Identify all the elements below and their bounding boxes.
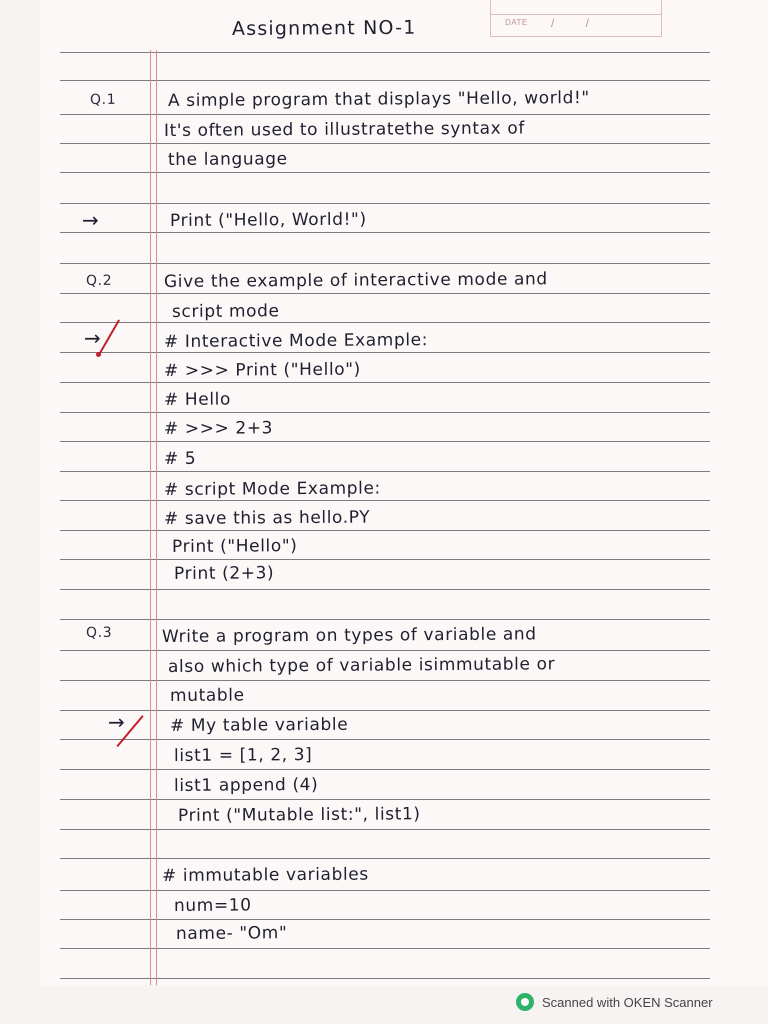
rule-line — [60, 948, 710, 949]
answer-line: # script Mode Example: — [163, 478, 381, 500]
answer-line: Print ("Hello") — [171, 536, 298, 557]
rule-line — [60, 441, 710, 442]
rule-line — [60, 530, 710, 531]
red-ink-dot — [96, 352, 101, 357]
rule-line — [60, 799, 710, 800]
rule-line — [60, 890, 710, 891]
rule-line — [60, 412, 710, 413]
rule-line — [60, 559, 710, 560]
rule-line — [60, 650, 710, 651]
scanner-watermark — [516, 992, 713, 1012]
rule-line — [60, 829, 710, 830]
rule-line — [60, 232, 710, 233]
answer-line: # immutable variables — [161, 864, 369, 886]
rule-line — [60, 858, 710, 859]
rule-line — [60, 352, 710, 353]
rule-line — [60, 769, 710, 770]
answer-line: list1 append (4) — [173, 774, 319, 796]
question-text-line: script mode — [171, 301, 280, 322]
rule-line — [60, 293, 710, 294]
rule-line — [60, 143, 710, 144]
question-number: Q.3 — [85, 624, 113, 641]
date-box-divider — [491, 14, 661, 15]
rule-line — [60, 471, 710, 472]
question-text-line: mutable — [169, 685, 245, 706]
rule-line — [60, 919, 710, 920]
rule-line — [60, 80, 710, 81]
answer-line: # Interactive Mode Example: — [163, 330, 429, 352]
rule-line — [60, 114, 710, 115]
rule-line — [60, 322, 710, 323]
arrow-icon: → — [84, 326, 101, 350]
rule-line — [60, 619, 710, 620]
question-text-line: A simple program that displays "Hello, world!" — [167, 88, 590, 111]
answer-line: list1 = [1, 2, 3] — [173, 745, 313, 766]
answer-line: # >>> 2+3 — [163, 418, 274, 439]
date-box — [490, 0, 662, 37]
rule-line — [60, 203, 710, 204]
answer-line: # My table variable — [169, 714, 349, 736]
answer-line: # 5 — [163, 448, 197, 469]
answer-line: # Hello — [163, 389, 232, 410]
rule-line — [60, 710, 710, 711]
page-title: Assignment NO-1 — [231, 16, 417, 40]
question-number: Q.1 — [89, 91, 117, 108]
margin-line — [156, 50, 157, 985]
rule-line — [60, 589, 710, 590]
rule-line — [60, 52, 710, 53]
rule-line — [60, 680, 710, 681]
answer-line: # >>> Print ("Hello") — [163, 359, 361, 381]
scanner-logo-icon — [516, 993, 534, 1011]
rule-line — [60, 500, 710, 501]
date-slashes: / / — [551, 16, 604, 30]
date-label: DATE — [505, 18, 528, 27]
answer-line: Print ("Hello, World!") — [169, 209, 367, 231]
arrow-icon: → — [82, 208, 99, 232]
question-text-line: Write a program on types of variable and — [161, 624, 537, 647]
scanner-text: Scanned with OKEN Scanner — [542, 994, 713, 1010]
rule-line — [60, 382, 710, 383]
question-text-line: It's often used to illustratethe syntax of — [163, 118, 525, 141]
arrow-icon: → — [108, 710, 125, 734]
answer-line: # save this as hello.PY — [163, 507, 371, 529]
answer-line: Print ("Mutable list:", list1) — [177, 804, 421, 826]
answer-line: num=10 — [173, 895, 252, 916]
answer-line: name- "Om" — [175, 923, 288, 944]
rule-line — [60, 978, 710, 979]
answer-line: Print (2+3) — [173, 563, 275, 584]
question-text-line: also which type of variable isimmutable or — [167, 654, 556, 677]
question-number: Q.2 — [85, 272, 113, 289]
margin-line — [150, 50, 151, 985]
question-text-line: the language — [167, 149, 288, 170]
rule-line — [60, 172, 710, 173]
rule-line — [60, 739, 710, 740]
question-text-line: Give the example of interactive mode and — [163, 269, 548, 292]
rule-line — [60, 263, 710, 264]
